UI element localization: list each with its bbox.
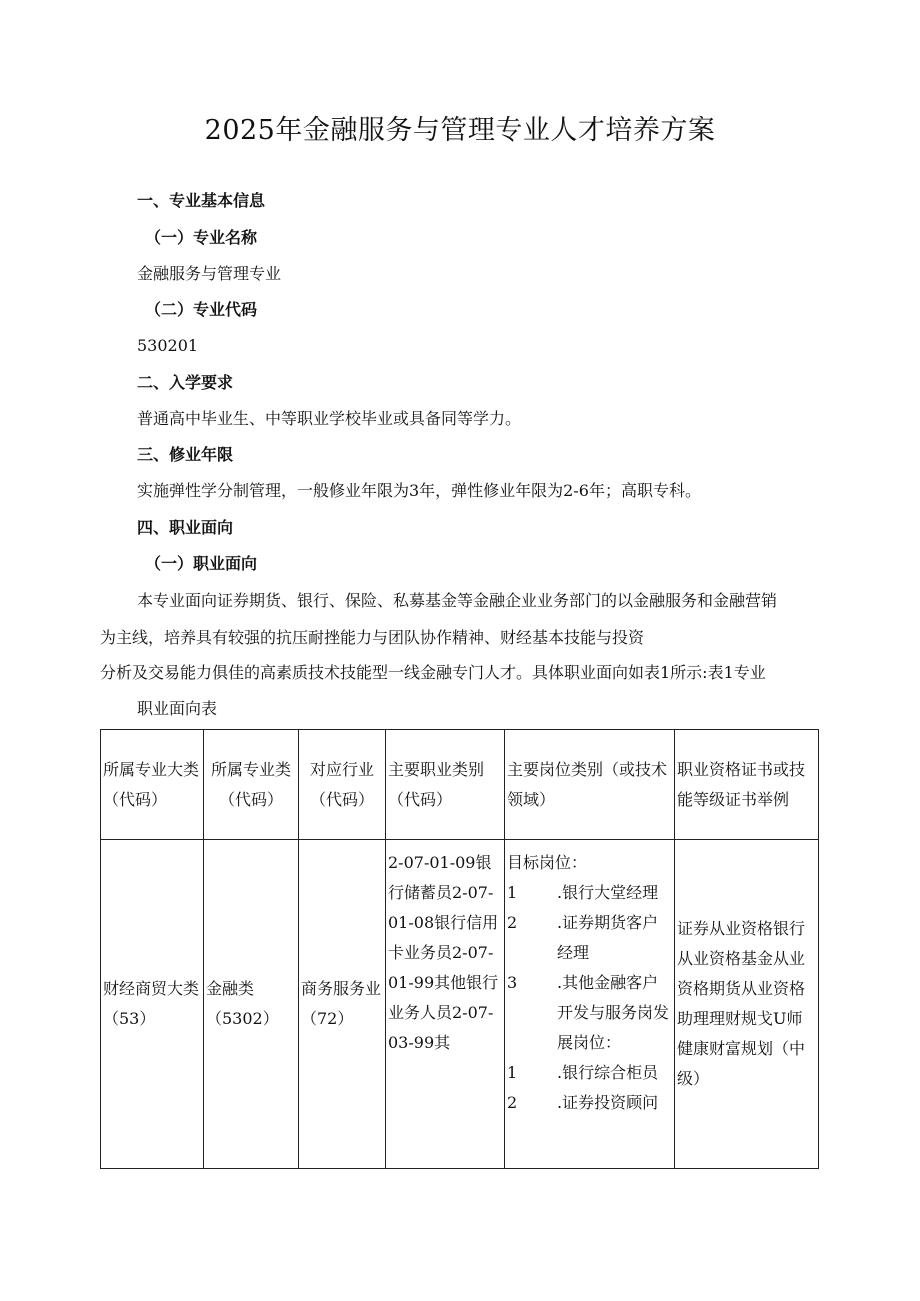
table-row (101, 840, 819, 1169)
cell-class: 金融类（5302） (204, 840, 299, 1169)
career-table (100, 729, 819, 1169)
position-item-num: 1 (507, 1063, 518, 1082)
section-3-heading: 三、修业年限 (137, 445, 234, 464)
cell-certificate: 证券从业资格银行从业资格基金从业资格期货从业资格助理理财规戈U师健康财富规划（中级） (675, 840, 819, 1169)
section-4-heading: 四、职业面向 (137, 518, 234, 537)
major-name-text: 金融服务与管理专业 (137, 264, 282, 283)
position-item-text: .银行大堂经理 (557, 883, 659, 902)
position-item-num: 2 (507, 1093, 518, 1112)
cell-industry: 商务服务业（72） (299, 840, 386, 1169)
section-1-heading: 一、专业基本信息 (137, 191, 266, 210)
table-header-row (101, 730, 819, 840)
position-item-text: .银行综合柜员 (557, 1063, 659, 1082)
header-occupation: 主要职业类别（代码） (386, 730, 505, 840)
position-item (507, 1058, 672, 1088)
cell-occupation: 2-07-01-09银行储蓄员2-07-01-08银行信用卡业务员2-07-01-99其他银行业务人员2-07-03-99其 (388, 853, 499, 1052)
major-code-text: 530201 (137, 336, 199, 355)
career-paragraph-line-4: 职业面向表 (137, 699, 218, 718)
position-item-text: .证券期货客户经理 (557, 913, 659, 962)
header-industry: 对应行业（代码） (299, 730, 386, 840)
career-paragraph-line-3: 分析及交易能力俱佳的高素质技术技能型一线金融专门人才。具体职业面向如表1所示:表1专业 (100, 663, 766, 682)
cell-category: 财经商贸大类（53） (101, 840, 204, 1169)
position-target-title: 目标岗位： (507, 853, 588, 872)
position-item (507, 908, 672, 968)
section-4-sub1-heading: （一）职业面向 (145, 554, 258, 573)
career-paragraph-line-2: 为主线，培养具有较强的抗压耐挫能力与团队协作精神、财经基本技能与投资 (100, 628, 645, 647)
position-item (507, 1088, 672, 1118)
position-item-num: 2 (507, 913, 518, 932)
section-2-heading: 二、入学要求 (137, 373, 234, 392)
position-item (507, 878, 672, 908)
cell-position (507, 840, 672, 1168)
duration-text: 实施弹性学分制管理，一般修业年限为3年，弹性修业年限为2-6年；高职专科。 (137, 481, 701, 500)
position-item (507, 968, 672, 1058)
position-item-text: .证券投资顾问 (557, 1093, 659, 1112)
position-item-text: .其他金融客户开发与服务岗发展岗位： (557, 973, 670, 1052)
section-1-sub2-heading: （二）专业代码 (145, 300, 258, 319)
header-category: 所属专业大类（代码） (101, 730, 204, 840)
header-position: 主要岗位类别（或技术领域） (505, 730, 675, 840)
admission-text: 普通高中毕业生、中等职业学校毕业或具备同等学力。 (137, 409, 522, 428)
section-1-sub1-heading: （一）专业名称 (145, 228, 258, 247)
document-title: 2025年金融服务与管理专业人才培养方案 (204, 115, 716, 146)
header-class: 所属专业类（代码） (204, 730, 299, 840)
position-item-num: 1 (507, 883, 518, 902)
position-item-num: 3 (507, 973, 518, 992)
career-paragraph-line-1: 本专业面向证券期货、银行、保险、私募基金等金融企业业务部门的以金融服务和金融营销 (137, 591, 778, 610)
header-certificate: 职业资格证书或技能等级证书举例 (675, 730, 819, 840)
